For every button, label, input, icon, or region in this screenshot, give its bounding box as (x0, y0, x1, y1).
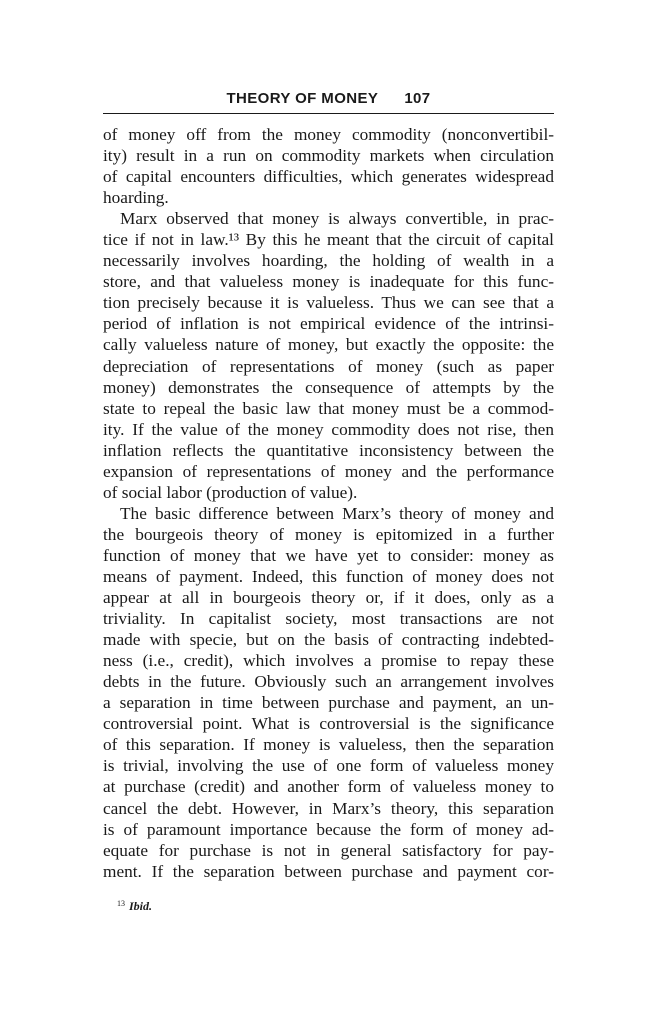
text-line: means of payment. Indeed, this function of money does not (103, 566, 554, 586)
text-line: of social labor (production of value). (103, 482, 358, 502)
chapter-title: THEORY OF MONEY (226, 90, 379, 107)
text-line: controversial point. What is controversial is the significance (103, 714, 554, 734)
text-line: of money off from the money commodity (nonconvertibil- (103, 125, 554, 144)
text-line: depreciation of representations of money (such as paper (103, 356, 554, 376)
text-line: function of money that we have yet to consider: money as (103, 545, 554, 565)
text-line: state to repeal the basic law that money must be a commod- (103, 398, 554, 418)
text-line: cally valueless nature of money, but exactly the opposite: the (103, 335, 554, 355)
text-line: at purchase (credit) and another form of valueless money to (103, 777, 554, 797)
text-line: money) demonstrates the consequence of attempts by the (103, 377, 554, 397)
text-line: ness (i.e., credit), which involves a promise to repay these (103, 651, 554, 671)
footnote-text: Ibid. (129, 899, 153, 913)
text-line: ity) result in a run on commodity markets when circulation (103, 146, 554, 166)
text-line: made with specie, but on the basis of contracting indebted- (103, 630, 554, 650)
text-line: The basic difference between Marx’s theory of money and (120, 503, 554, 523)
text-line: of this separation. If money is valueless, then the separation (103, 735, 554, 755)
text-line: hoarding. (103, 188, 169, 208)
text-line: ity. If the value of the money commodity does not rise, then (103, 419, 554, 439)
text-line: inflation reflects the quantitative inconsistency between the (103, 440, 554, 460)
text-line: Marx observed that money is always convertible, in prac- (120, 209, 554, 229)
text-line: is of paramount importance because the form of money ad- (103, 819, 554, 839)
text-line: expansion of representations of money and the performance (103, 461, 554, 481)
text-line: the bourgeois theory of money is epitomized in a further (103, 524, 554, 544)
text-line: debts in the future. Obviously such an arrangement involves (103, 672, 554, 692)
text-line: period of inflation is not empirical evidence of the intrinsi- (103, 314, 554, 334)
body-text (103, 124, 554, 882)
text-line: equate for purchase is not in general satisfactory for pay- (103, 840, 554, 860)
text-line: triviality. In capitalist society, most transactions are not (103, 609, 554, 629)
page-number: 107 (404, 90, 431, 107)
text-line: ment. If the separation between purchase and payment cor- (103, 861, 554, 881)
text-line: is trivial, involving the use of one form of valueless money (103, 756, 554, 776)
text-line: necessarily involves hoarding, the holding of wealth in a (103, 251, 554, 271)
text-line: cancel the debt. However, in Marx’s theory, this separation (103, 798, 554, 818)
text-line: of capital encounters difficulties, which generates widespread (103, 167, 554, 187)
footnote (117, 896, 152, 914)
text-line: tice if not in law.¹³ By this he meant that the circuit of capital (103, 230, 554, 250)
footnote-marker: 13 (117, 899, 125, 908)
text-line: a separation in time between purchase and payment, an un- (103, 693, 554, 713)
text-line: appear at all in bourgeois theory or, if it does, only as a (103, 588, 554, 608)
text-line: store, and that valueless money is inadequate for this func- (103, 272, 554, 292)
header-rule (103, 113, 554, 114)
text-line: tion precisely because it is valueless. Thus we can see that a (103, 293, 554, 313)
running-head (103, 89, 554, 109)
